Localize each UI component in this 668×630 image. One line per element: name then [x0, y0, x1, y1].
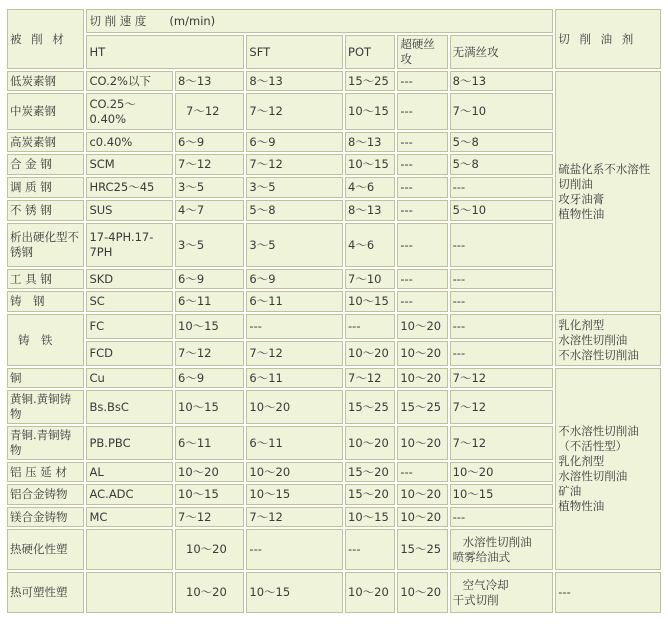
speed-fluteless: ---: [450, 177, 554, 198]
material-name: 镁合金铸物: [7, 507, 84, 527]
speed-pot: 15～25: [345, 390, 395, 424]
material-code: c0.40%: [86, 132, 173, 152]
speed-fluteless: 7～10: [450, 93, 554, 130]
speed-sft: 3～5: [246, 223, 343, 267]
speed-sft: 7～12: [246, 341, 343, 366]
material-name: 铝 压 延 材: [7, 462, 84, 482]
speed-pot: 10～15: [345, 507, 395, 527]
material-name: 青铜.青铜铸物: [7, 426, 84, 460]
material-code: [86, 529, 173, 570]
oil-line: 矿油: [558, 484, 582, 498]
speed-fluteless: 5～8: [450, 132, 554, 152]
speed-carbide: ---: [397, 269, 447, 289]
material-code: Bs.BsC: [86, 390, 173, 424]
speed-sft: ---: [246, 529, 343, 570]
speed-sft: 10～15: [246, 572, 343, 613]
speed-pot: ---: [345, 529, 395, 570]
material-code: PB.PBC: [86, 426, 173, 460]
speed-pot: 7～12: [345, 368, 395, 388]
speed-pot: 10～15: [345, 291, 395, 312]
speed-ht: 10～20: [175, 462, 244, 482]
speed-pot: 15～20: [345, 462, 395, 482]
speed-fluteless: 5～10: [450, 200, 554, 221]
header-tool-pot: POT: [345, 35, 395, 69]
oil-line: 植物性油: [558, 499, 605, 513]
speed-carbide: 15～25: [397, 529, 447, 570]
speed-carbide: 10～20: [397, 314, 447, 339]
table-row-low-carbon-steel: [7, 71, 661, 91]
speed-sft: 10～20: [246, 390, 343, 424]
oil-line: 攻牙油膏: [558, 191, 605, 206]
material-code: MC: [86, 507, 173, 527]
speed-fluteless: 7～12: [450, 368, 554, 388]
speed-ht: 3～5: [175, 223, 244, 267]
material-name: 中炭素钢: [7, 93, 84, 130]
speed-sft: 6～9: [246, 269, 343, 289]
material-code: Cu: [86, 368, 173, 388]
oil-group-thermoplastic: ---: [555, 572, 661, 613]
speed-carbide: ---: [397, 223, 447, 267]
material-name: 铸 铁: [7, 314, 84, 366]
speed-sft: 6～11: [246, 291, 343, 312]
material-name: 不 锈 钢: [7, 200, 84, 221]
speed-pot: 15～20: [345, 484, 395, 505]
material-code: SUS: [86, 200, 173, 221]
oil-line: 不水溶性切削油: [558, 347, 639, 362]
speed-fluteless: ---: [450, 507, 554, 527]
oil-group-cast-iron: [555, 314, 661, 366]
material-code: FCD: [86, 341, 173, 366]
material-name: 热可塑性塑: [7, 572, 84, 613]
oil-line: （不活性型）: [558, 439, 628, 453]
speed-ht: 3～5: [175, 177, 244, 198]
material-name: 铸 钢: [7, 291, 84, 312]
speed-fluteless: 7～12: [450, 426, 554, 460]
oil-line: 不水溶性切削油: [558, 424, 639, 438]
speed-ht: 6～11: [175, 426, 244, 460]
speed-sft: 7～12: [246, 93, 343, 130]
speed-ht: 4～7: [175, 200, 244, 221]
oil-line: 植物性油: [558, 206, 605, 221]
material-name: 析出硬化型不锈钢: [7, 223, 84, 267]
speed-fluteless: 10～15: [450, 484, 554, 505]
material-name: 铜: [7, 368, 84, 388]
speed-fluteless: ---: [450, 341, 554, 366]
speed-sft: 10～20: [246, 462, 343, 482]
speed-carbide: 10～20: [397, 426, 447, 460]
header-oil: 切 削 油 剂: [555, 9, 661, 69]
speed-ht: 6～9: [175, 269, 244, 289]
speed-ht: 7～12: [175, 154, 244, 175]
oil-line: 乳化剂型: [558, 454, 605, 468]
speed-sft: 7～12: [246, 507, 343, 527]
fluteless-note-line: 空气冷却: [462, 577, 509, 592]
material-code: [86, 572, 173, 613]
material-name: 黄铜.黄铜铸物: [7, 390, 84, 424]
speed-carbide: 10～20: [397, 507, 447, 527]
material-code: CO.2%以下: [86, 71, 173, 91]
speed-carbide: ---: [397, 132, 447, 152]
speed-sft: 10～15: [246, 484, 343, 505]
material-code: FC: [86, 314, 173, 339]
material-code: AC.ADC: [86, 484, 173, 505]
speed-fluteless: ---: [450, 314, 554, 339]
oil-line: 水溶性切削油: [558, 469, 628, 483]
material-name: 调 质 钢: [7, 177, 84, 198]
speed-fluteless: ---: [450, 223, 554, 267]
oil-group-nonferrous: [555, 368, 661, 570]
table-row-cast-iron-fc: [7, 314, 661, 339]
speed-ht: 7～12: [175, 93, 244, 130]
header-tool-fluteless: 无满丝攻: [450, 35, 554, 69]
speed-sft: 6～9: [246, 132, 343, 152]
speed-pot: 10～20: [345, 426, 395, 460]
oil-line: 乳化剂型: [558, 317, 605, 332]
speed-pot: 10～15: [345, 154, 395, 175]
material-name: 铝合金铸物: [7, 484, 84, 505]
speed-fluteless: 10～20: [450, 462, 554, 482]
speed-ht: 7～12: [175, 507, 244, 527]
oil-line: 水溶性切削油: [558, 332, 628, 347]
speed-pot: 8～13: [345, 200, 395, 221]
speed-sft: 7～12: [246, 154, 343, 175]
header-tool-carbide: 超硬丝攻: [397, 35, 447, 69]
header-tool-ht: HT: [86, 35, 244, 69]
speed-ht: 10～15: [175, 314, 244, 339]
speed-carbide: 15～25: [397, 390, 447, 424]
speed-pot: 10～20: [345, 572, 395, 613]
oil-line: 硫盐化系不水溶性: [558, 161, 651, 176]
table-body: [7, 9, 661, 613]
material-name: 热硬化性塑: [7, 529, 84, 570]
fluteless-note: [450, 572, 554, 613]
material-code: 17-4PH.17-7PH: [86, 223, 173, 267]
speed-pot: 15～25: [345, 71, 395, 91]
speed-pot: 8～13: [345, 132, 395, 152]
table-row-thermoplastic: [7, 572, 661, 613]
header-material: 被 削 材: [7, 9, 84, 69]
material-code: CO.25～0.40%: [86, 93, 173, 130]
speed-carbide: 10～20: [397, 368, 447, 388]
speed-fluteless: ---: [450, 291, 554, 312]
speed-carbide: ---: [397, 462, 447, 482]
material-code: AL: [86, 462, 173, 482]
speed-carbide: ---: [397, 71, 447, 91]
fluteless-note-line: 水溶性切削油: [462, 534, 532, 549]
fluteless-note-line: 喷雾给油式: [452, 549, 511, 564]
speed-sft: 5～8: [246, 200, 343, 221]
speed-carbide: 10～20: [397, 341, 447, 366]
speed-ht: 8～13: [175, 71, 244, 91]
speed-carbide: ---: [397, 93, 447, 130]
speed-ht: 10～15: [175, 484, 244, 505]
material-code: SC: [86, 291, 173, 312]
speed-sft: 3～5: [246, 177, 343, 198]
speed-ht: 7～12: [175, 341, 244, 366]
speed-pot: ---: [345, 314, 395, 339]
speed-carbide: 10～20: [397, 484, 447, 505]
material-code: SCM: [86, 154, 173, 175]
material-name: 工 具 钢: [7, 269, 84, 289]
speed-ht: 10～20: [175, 529, 244, 570]
speed-fluteless: ---: [450, 269, 554, 289]
material-code: SKD: [86, 269, 173, 289]
material-name: 合 金 钢: [7, 154, 84, 175]
speed-carbide: ---: [397, 291, 447, 312]
speed-sft: ---: [246, 314, 343, 339]
header-speed: 切 削 速 度 (m/min): [86, 9, 553, 33]
speed-sft: 6～11: [246, 368, 343, 388]
table-row-copper: [7, 368, 661, 388]
speed-ht: 10～15: [175, 390, 244, 424]
speed-fluteless: 5～8: [450, 154, 554, 175]
header-tool-sft: SFT: [246, 35, 343, 69]
speed-pot: 4～6: [345, 177, 395, 198]
speed-carbide: 10～20: [397, 572, 447, 613]
speed-fluteless: 7～12: [450, 390, 554, 424]
speed-pot: 10～15: [345, 93, 395, 130]
material-name: 高炭素钢: [7, 132, 84, 152]
fluteless-note: [450, 529, 554, 570]
oil-group-steel: [555, 71, 661, 312]
speed-sft: 8～13: [246, 71, 343, 91]
speed-pot: 7～10: [345, 269, 395, 289]
material-code: HRC25～45: [86, 177, 173, 198]
speed-carbide: ---: [397, 154, 447, 175]
fluteless-note-line: 干式切削: [452, 592, 499, 607]
speed-fluteless: 8～13: [450, 71, 554, 91]
speed-ht: 10～20: [175, 572, 244, 613]
cutting-data-table: [5, 7, 663, 615]
speed-ht: 6～11: [175, 291, 244, 312]
speed-sft: 6～11: [246, 426, 343, 460]
material-name: 低炭素钢: [7, 71, 84, 91]
speed-pot: 4～6: [345, 223, 395, 267]
oil-line: 切削油: [558, 176, 593, 191]
speed-ht: 6～9: [175, 368, 244, 388]
speed-carbide: ---: [397, 177, 447, 198]
speed-ht: 6～9: [175, 132, 244, 152]
header-row-1: [7, 9, 661, 33]
speed-pot: 10～20: [345, 341, 395, 366]
speed-carbide: ---: [397, 200, 447, 221]
